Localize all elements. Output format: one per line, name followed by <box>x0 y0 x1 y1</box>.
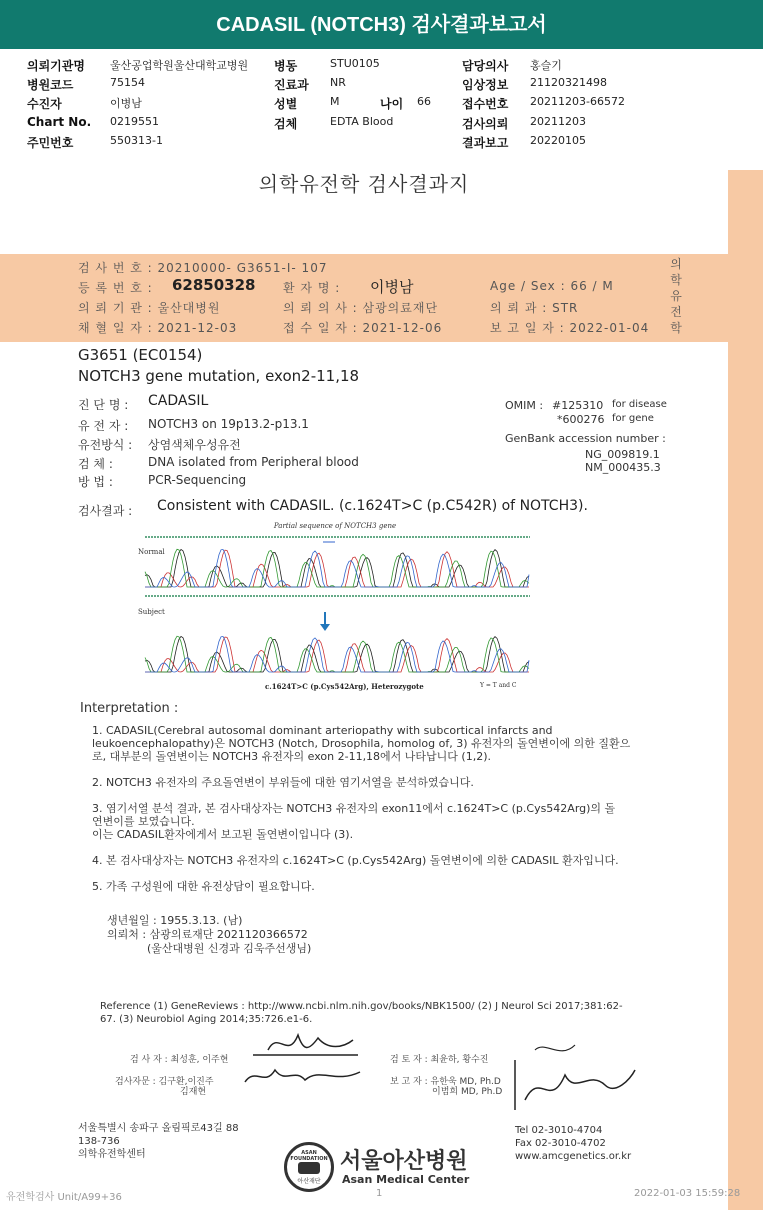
patient-name-value: 이병남 <box>370 278 414 296</box>
interp-line: 이는 CADASIL환자에게서 보고된 돌연변이입니다 (3). <box>92 828 354 841</box>
subject-label: Subject <box>138 608 165 616</box>
diagnosis-label: 진 단 명 : <box>78 398 129 412</box>
seal-mark <box>298 1162 320 1174</box>
interpretation-item-2 <box>92 776 712 789</box>
org-value: 울산공업학원울산대학교병원 <box>110 59 249 72</box>
method-label: 방 법 : <box>78 475 113 489</box>
org-label: 의뢰기관명 <box>27 59 85 73</box>
chromatogram-title: Partial sequence of NOTCH3 gene <box>273 522 397 530</box>
seal-inner-text: 아산재단 <box>297 1178 321 1185</box>
patient-label: 수진자 <box>27 97 62 111</box>
referrer-detail: (울산대병원 신경과 김욱주선생님) <box>147 942 312 955</box>
reported-date: 보 고 일 자 : 2022-01-04 <box>490 321 650 335</box>
vertical-dept-label <box>666 256 686 336</box>
subject-trace-group <box>145 636 529 672</box>
hospital-name-en: Asan Medical Center <box>342 1173 470 1186</box>
report-title-bar: CADASIL (NOTCH3) 검사결과보고서 <box>0 0 763 48</box>
reference <box>100 1000 640 1026</box>
chart-no-value: 0219551 <box>110 115 159 128</box>
hospital-code-value: 75154 <box>110 76 145 89</box>
age-label: 나이 <box>380 97 404 111</box>
chromatogram-traces <box>135 532 535 682</box>
inheritance-value: 상염색체우성유전 <box>148 438 241 452</box>
trace-line <box>145 636 529 672</box>
center-contact <box>515 1124 631 1163</box>
contact-line: Fax 02-3010-4702 <box>515 1138 606 1149</box>
footer-page-number: 1 <box>376 1188 383 1199</box>
normal-trace-group <box>145 549 529 587</box>
gene-label: 유 전 자 : <box>78 419 129 433</box>
vertical-char: 유 <box>670 289 682 303</box>
contact-line: Tel 02-3010-4704 <box>515 1125 603 1136</box>
report-date-label: 결과보고 <box>462 136 509 150</box>
exam-no: 검 사 번 호 : 20210000- G3651-I- 107 <box>78 261 328 275</box>
reg-no-label: 등 록 번 호 : <box>78 281 153 295</box>
omim-gene-note: for gene <box>612 413 654 424</box>
seal-text: ASAN FOUNDATION <box>290 1150 328 1162</box>
orange-margin-strip <box>728 170 763 1210</box>
footer-timestamp: 2022-01-03 15:59:28 <box>634 1188 741 1199</box>
vertical-char: 학 <box>670 273 682 287</box>
genbank-label: GenBank accession number : <box>505 432 666 445</box>
age-sex: Age / Sex : 66 / M <box>490 279 614 293</box>
reporter-names: 보 고 자 : 유한욱 MD, Ph.D <box>390 1077 501 1087</box>
result-value: Consistent with CADASIL. (c.1624T>C (p.C542R) of NOTCH3). <box>157 498 588 514</box>
tester-signature-icon <box>248 1030 368 1060</box>
report-date-value: 20220105 <box>530 134 586 147</box>
request-org: 의 뢰 기 관 : 울산대병원 <box>78 301 221 315</box>
resident-no-label: 주민번호 <box>27 136 74 150</box>
trace-line <box>145 550 529 587</box>
trace-line <box>145 637 529 672</box>
header-divider <box>0 48 763 49</box>
receipt-no-label: 접수번호 <box>462 97 509 111</box>
advisor-signature-icon <box>240 1062 370 1090</box>
clinical-info-label: 임상정보 <box>462 78 509 92</box>
resident-no-value: 550313-1 <box>110 134 163 147</box>
method-value: PCR-Sequencing <box>148 473 247 487</box>
specimen-value: EDTA Blood <box>330 115 394 128</box>
test-code: G3651 (EC0154) <box>78 346 203 364</box>
asan-foundation-seal-icon <box>284 1142 334 1192</box>
request-date-label: 검사의뢰 <box>462 117 509 131</box>
chromatogram-caption: c.1624T>C (p.Cys542Arg), Heterozygote <box>265 682 424 691</box>
normal-label: Normal <box>138 548 165 556</box>
interpretation-item-1 <box>92 724 712 763</box>
document-title: 의학유전학 검사결과지 <box>258 172 470 196</box>
referrer: 의뢰처 : 삼광의료재단 2021120366572 <box>107 928 308 941</box>
omim-gene-id: *600276 <box>557 413 605 426</box>
omim-disease-id: #125310 <box>552 399 604 412</box>
contact-line: www.amcgenetics.or.kr <box>515 1151 632 1162</box>
center-address <box>78 1122 239 1161</box>
genbank-ng: NG_009819.1 <box>585 448 660 461</box>
test-name: NOTCH3 gene mutation, exon2-11,18 <box>78 367 360 385</box>
trace-line <box>145 549 529 587</box>
chart-no-label: Chart No. <box>27 115 92 129</box>
specimen-type-value: DNA isolated from Peripheral blood <box>148 455 359 469</box>
interpretation-title: Interpretation : <box>80 701 179 716</box>
interp-line: 연변이를 보였습니다. <box>92 815 195 828</box>
ward-label: 병동 <box>274 59 298 73</box>
inheritance-label: 유전방식 : <box>78 438 133 452</box>
omim-label: OMIM : <box>505 399 544 412</box>
collection-date: 채 혈 일 자 : 2021-12-03 <box>78 321 238 335</box>
interp-line: 4. 본 검사대상자는 NOTCH3 유전자의 c.1624T>C (p.Cys542Arg) 돌연변이에 의한 CADASIL 환자입니다. <box>92 854 619 867</box>
patient-value: 이병남 <box>110 97 142 110</box>
vertical-char: 학 <box>670 321 682 335</box>
advisor-names-2: 김재현 <box>180 1087 207 1097</box>
specimen-label: 검체 <box>274 117 298 131</box>
birth-date: 생년월일 : 1955.3.13. (남) <box>107 914 243 927</box>
address-line: 의학유전학센터 <box>78 1149 146 1160</box>
trace-line <box>145 636 529 672</box>
age-value: 66 <box>417 95 431 108</box>
interpretation-item-4 <box>92 854 712 867</box>
omim-disease-note: for disease <box>612 399 667 410</box>
requesting-doctor: 의 뢰 의 사 : 삼광의료재단 <box>283 301 439 315</box>
chromatogram-legend: Y = T and C <box>480 682 517 689</box>
diagnosis-value: CADASIL <box>148 393 209 409</box>
ward-value: STU0105 <box>330 57 380 70</box>
interp-line: 1. CADASIL(Cerebral autosomal dominant arteriopathy with subcortical infarcts and <box>92 724 553 737</box>
interp-line: 2. NOTCH3 유전자의 주요돌연변이 부위들에 대한 염기서열을 분석하였습니다. <box>92 776 474 789</box>
doctor-value: 홍슬기 <box>530 59 562 72</box>
dept-value: NR <box>330 76 346 89</box>
reviewer-names: 검 토 자 : 최윤하, 황수진 <box>390 1055 489 1065</box>
reg-no-value: 62850328 <box>172 276 256 294</box>
reporter-names-2: 이범희 MD, Ph.D <box>432 1087 503 1097</box>
reference-line: Reference (1) GeneReviews : http://www.ncbi.nlm.nih.gov/books/NBK1500/ (2) J Neurol Sci 2017;381:62- <box>100 1001 623 1012</box>
address-line: 138-736 <box>78 1136 120 1147</box>
request-date-value: 20211203 <box>530 115 586 128</box>
interp-line: leukoencephalopathy)은 NOTCH3 (Notch, Drosophila, homolog of, 3) 유전자의 돌연변이에 의한 질환으 <box>92 737 631 750</box>
vertical-char: 전 <box>670 305 682 319</box>
patient-name-label: 환 자 명 : <box>283 281 341 295</box>
trace-line <box>145 636 529 672</box>
tester-names: 검 사 자 : 최성훈, 이주현 <box>130 1055 229 1065</box>
receipt-no-value: 20211203-66572 <box>530 95 625 108</box>
specimen-type-label: 검 체 : <box>78 457 113 471</box>
interp-line: 5. 가족 구성원에 대한 유전상담이 필요합니다. <box>92 880 315 893</box>
request-dept: 의 뢰 과 : STR <box>490 301 579 315</box>
trace-line <box>145 549 529 587</box>
chromatogram-figure <box>135 522 535 697</box>
clinical-info-value: 21120321498 <box>530 76 607 89</box>
reporter-signature-icon <box>505 1040 640 1120</box>
hospital-name-kr: 서울아산병원 <box>340 1149 468 1174</box>
sex-label: 성별 <box>274 97 298 111</box>
interpretation-item-5 <box>92 880 712 893</box>
mutation-arrow-icon <box>320 612 330 631</box>
interp-line: 3. 염기서열 분석 결과, 본 검사대상자는 NOTCH3 유전자의 exon11에서 c.1624T>C (p.Cys542Arg)의 돌 <box>92 802 616 815</box>
footer-unit: 유전학검사 Unit/A99+36 <box>6 1192 122 1203</box>
sex-value: M <box>330 95 340 108</box>
received-date: 접 수 일 자 : 2021-12-06 <box>283 321 443 335</box>
doctor-label: 담당의사 <box>462 59 509 73</box>
advisor-names: 검사자문 : 김구환,이진주 <box>115 1077 214 1087</box>
gene-value: NOTCH3 on 19p13.2-p13.1 <box>148 417 309 431</box>
vertical-char: 의 <box>670 257 682 271</box>
dept-label: 진료과 <box>274 78 309 92</box>
interpretation-item-3 <box>92 802 712 841</box>
interpretation-list <box>92 724 712 893</box>
interp-line: 로, 대부분의 돌연변이는 NOTCH3 유전자의 exon 2-11,18에서 나타납니다 (1,2). <box>92 750 492 763</box>
result-label: 검사결과 : <box>78 504 133 518</box>
trace-line <box>145 549 529 587</box>
hospital-code-label: 병원코드 <box>27 78 74 92</box>
genbank-nm: NM_000435.3 <box>585 461 661 474</box>
address-line: 서울특별시 송파구 올림픽로43길 88 <box>78 1123 239 1134</box>
reference-line: 67. (3) Neurobiol Aging 2014;35:726.e1-6. <box>100 1014 313 1025</box>
